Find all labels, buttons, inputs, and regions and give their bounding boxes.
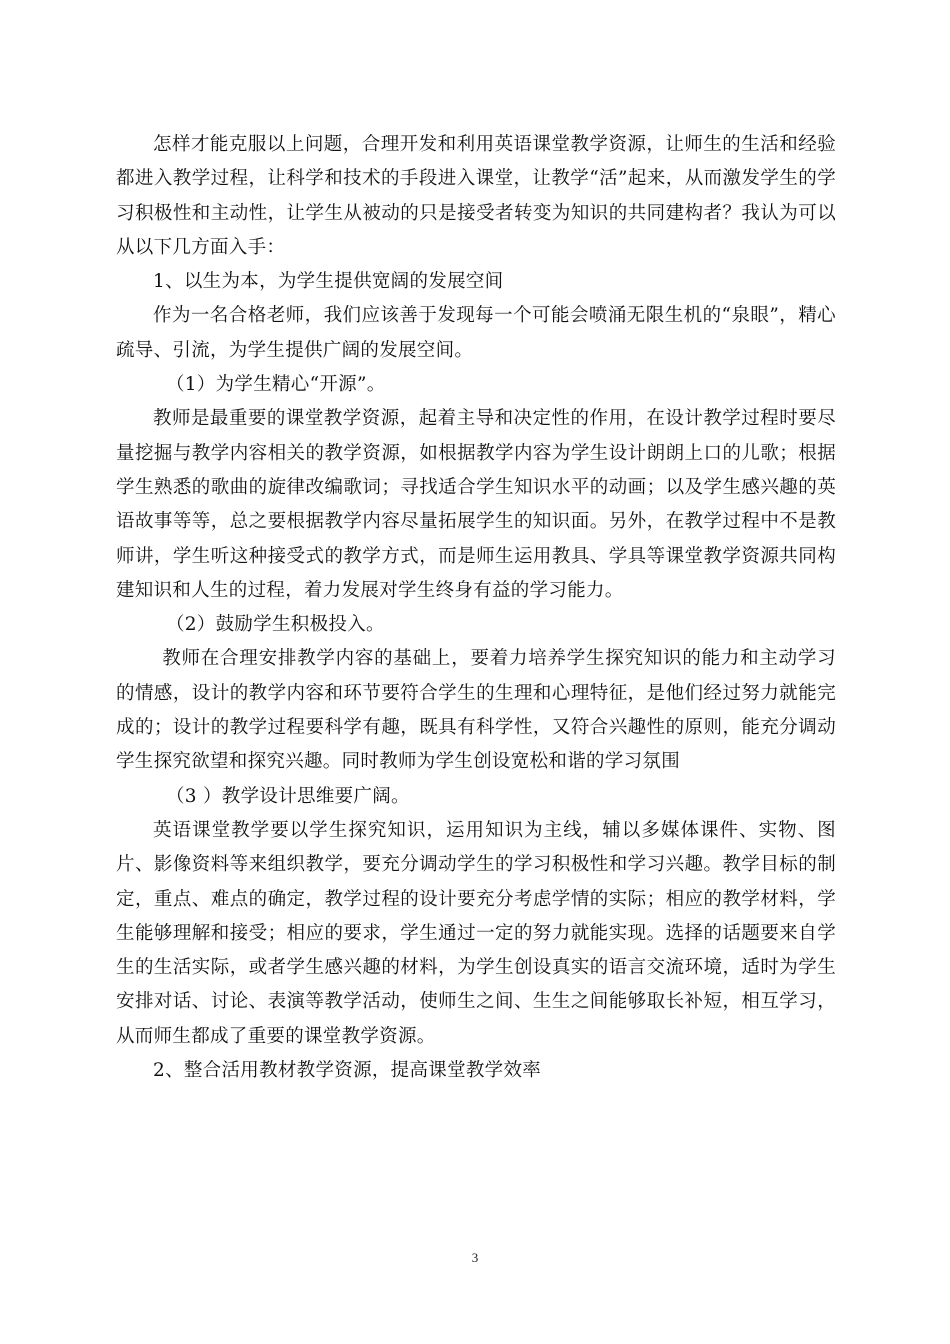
document-body [116,128,836,1088]
subsection-3-paragraph: 英语课堂教学要以学生探究知识，运用知识为主线，辅以多媒体课件、实物、图片、影像资料等来组织教学，要充分调动学生的学习积极性和学习兴趣。教学目标的制定，重点、难点的确定，教学过程的设计要充分考虑学情的实际；相应的教学材料，学生能够理解和接受；相应的要求，学生通过一定的努力就能实现。选择的话题要来自学生的生活实际，或者学生感兴趣的材料，为学生创设真实的语言交流环境，适时为学生安排对话、讨论、表演等教学活动，使师生之间、生生之间能够取长补短，相互学习，从而师生都成了重要的课堂教学资源。 [116,819,836,1047]
subsection-2-paragraph: 教师在合理安排教学内容的基础上，要着力培养学生探究知识的能力和主动学习的情感，设计的教学内容和环节要符合学生的生理和心理特征，是他们经过努力就能完成的；设计的教学过程要科学有趣，既具有科学性，又符合兴趣性的原则，能充分调动学生探究欲望和探究兴趣。同时教师为学生创设宽松和谐的学习氛围 [116,648,836,773]
intro-paragraph: 怎样才能克服以上问题，合理开发和利用英语课堂教学资源，让师生的生活和经验都进入教学过程，让科学和技术的手段进入课堂，让教学“活”起来，从而激发学生的学习积极性和主动性，让学生从被动的只是接受者转变为知识的共同建构者？我认为可以从以下几方面入手： [116,134,836,258]
subheading-2: （2）鼓励学生积极投入。 [165,614,385,636]
section-1-paragraph: 作为一名合格老师，我们应该善于发现每一个可能会喷涌无限生机的“泉眼”，精心疏导、引流，为学生提供广阔的发展空间。 [116,305,836,361]
subsection-1-paragraph: 教师是最重要的课堂教学资源，起着主导和决定性的作用，在设计教学过程时要尽量挖掘与教学内容相关的教学资源，如根据教学内容为学生设计朗朗上口的儿歌；根据学生熟悉的歌曲的旋律改编歌词；寻找适合学生知识水平的动画；以及学生感兴趣的英语故事等等，总之要根据教学内容尽量拓展学生的知识面。另外，在教学过程中不是教师讲，学生听这种接受式的教学方式，而是师生运用教具、学具等课堂教学资源共同构建知识和人生的过程，着力发展对学生终身有益的学习能力。 [116,408,836,601]
page-number: 3 [471,1250,479,1265]
section-heading-2: 2、整合活用教材教学资源，提高课堂教学效率 [153,1060,542,1082]
subheading-1: （1）为学生精心“开源”。 [165,374,386,396]
section-heading-1: 1、以生为本，为学生提供宽阔的发展空间 [153,271,504,293]
subheading-3: （3 ）教学设计思维要广阔。 [165,785,410,807]
